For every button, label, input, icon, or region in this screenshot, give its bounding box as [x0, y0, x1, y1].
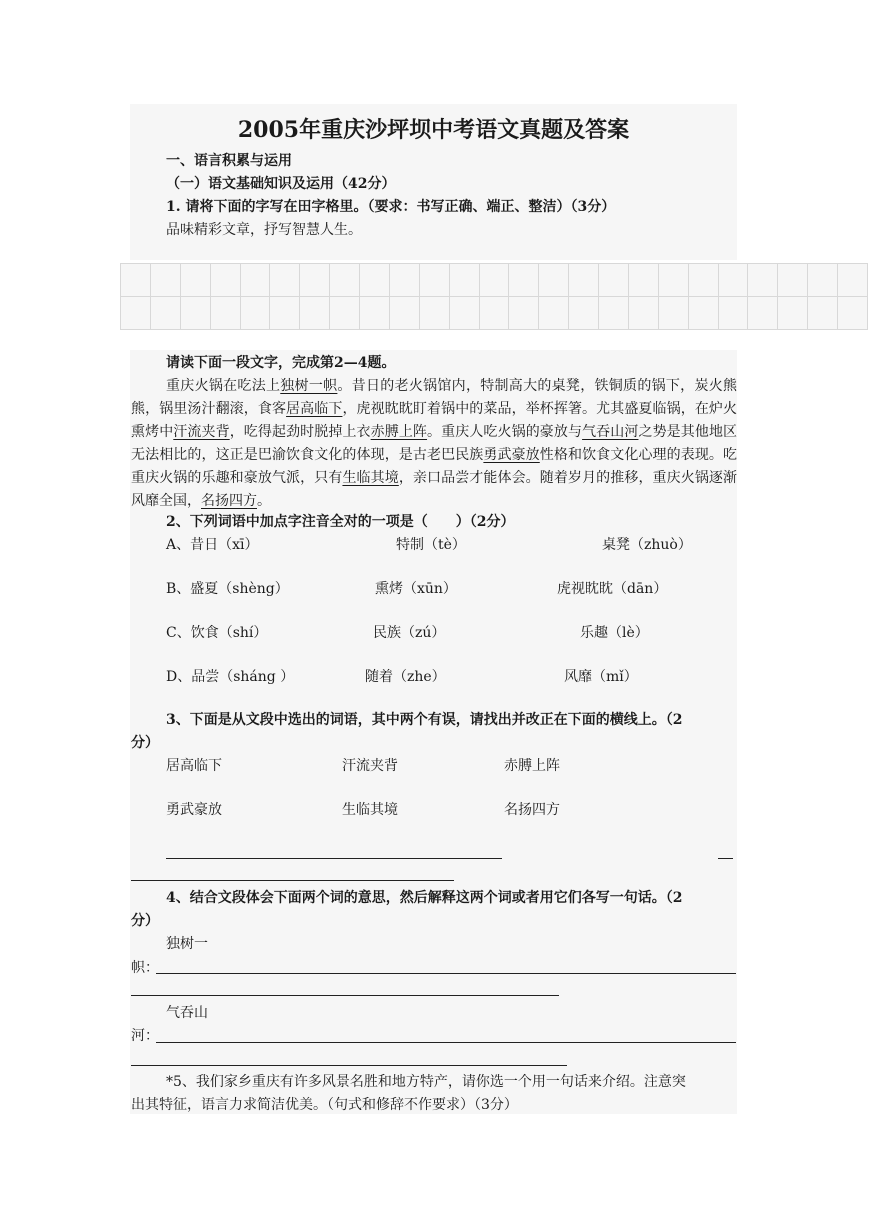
grid-cell[interactable] — [241, 297, 271, 330]
grid-cell[interactable] — [270, 264, 300, 297]
grid-cell[interactable] — [360, 297, 390, 330]
q4-word-1-end: 帜： — [131, 960, 159, 976]
grid-cell[interactable] — [569, 264, 599, 297]
option-c-item: 乐趣（lè） — [580, 625, 649, 641]
grid-cell[interactable] — [629, 264, 659, 297]
grid-row — [121, 264, 868, 297]
grid-cell[interactable] — [629, 297, 659, 330]
grid-cell[interactable] — [509, 297, 539, 330]
grid-cell[interactable] — [748, 264, 778, 297]
grid-cell[interactable] — [300, 297, 330, 330]
underlined-phrase: 名扬四方 — [201, 493, 257, 509]
grid-cell[interactable] — [181, 297, 211, 330]
passage-text: 重庆火锅在吃法上 — [166, 378, 281, 394]
q4-word-2: 气吞山 — [166, 1005, 208, 1021]
underlined-phrase: 居高临下 — [286, 401, 343, 417]
option-b-item: 虎视眈眈（dān） — [557, 581, 668, 597]
passage-text: 。 — [257, 493, 271, 509]
grid-cell[interactable] — [659, 264, 689, 297]
grid-cell[interactable] — [151, 264, 181, 297]
grid-cell[interactable] — [270, 297, 300, 330]
grid-cell[interactable] — [719, 264, 749, 297]
q3-word: 居高临下 — [166, 758, 222, 774]
q3-word: 名扬四方 — [504, 802, 560, 818]
grid-cell[interactable] — [748, 297, 778, 330]
grid-cell[interactable] — [211, 297, 241, 330]
option-a[interactable]: A、昔日（xī） — [166, 537, 259, 553]
grid-cell[interactable] — [151, 297, 181, 330]
passage-text: ，虎视眈眈盯着锅中的菜品，举杯挥箸。尤其盛夏临锅，在炉火熏烤中 — [131, 401, 738, 440]
grid-cell[interactable] — [121, 264, 151, 297]
question-1-text: 品味精彩文章，抒写智慧人生。 — [166, 222, 362, 238]
answer-line[interactable] — [166, 858, 502, 859]
grid-cell[interactable] — [808, 264, 838, 297]
reading-instructions: 请读下面一段文字，完成第2—4题。 — [166, 355, 396, 371]
q3-word: 赤膊上阵 — [504, 758, 560, 774]
grid-cell[interactable] — [778, 264, 808, 297]
grid-row — [121, 297, 868, 330]
grid-cell[interactable] — [599, 264, 629, 297]
grid-cell[interactable] — [300, 264, 330, 297]
grid-cell[interactable] — [480, 264, 510, 297]
grid-cell[interactable] — [689, 264, 719, 297]
grid-cell[interactable] — [509, 264, 539, 297]
grid-cell[interactable] — [450, 264, 480, 297]
passage-text: ，亲口品尝才能体会。随着岁月的推移，重庆火锅逐渐风靡全国， — [131, 470, 738, 509]
grid-cell[interactable] — [241, 264, 271, 297]
grid-cell[interactable] — [480, 297, 510, 330]
option-c[interactable]: C、饮食（shí） — [166, 625, 268, 641]
option-b-item: 熏烤（xūn） — [375, 581, 457, 597]
q4-word-1: 独树一 — [166, 936, 208, 952]
question-3-prompt: 3、下面是从文段中选出的词语，其中两个有误，请找出并改正在下面的横线上。（2 — [166, 712, 683, 728]
question-1-prompt: 1. 请将下面的字写在田字格里。（要求：书写正确、端正、整洁）（3分） — [166, 199, 616, 215]
grid-cell[interactable] — [838, 264, 868, 297]
answer-line[interactable] — [156, 973, 736, 974]
section-heading: 一、语言积累与运用 — [166, 153, 292, 169]
q4-word-2-end: 河： — [131, 1028, 159, 1044]
grid-cell[interactable] — [420, 264, 450, 297]
grid-cell[interactable] — [599, 297, 629, 330]
option-c-item: 民族（zú） — [373, 625, 446, 641]
page-title: 2005年重庆沙坪坝中考语文真题及答案 — [237, 117, 630, 143]
grid-cell[interactable] — [450, 297, 480, 330]
question-3-prompt-cont: 分） — [131, 735, 159, 751]
grid-cell[interactable] — [778, 297, 808, 330]
subsection-heading: （一）语文基础知识及运用（42分） — [166, 176, 396, 192]
grid-cell[interactable] — [121, 297, 151, 330]
answer-line[interactable] — [131, 995, 559, 996]
answer-line[interactable] — [156, 1042, 736, 1043]
underlined-phrase: 勇武豪放 — [483, 447, 540, 463]
question-5-prompt-cont: 出其特征，语言力求简洁优美。（句式和修辞不作要求）（3分） — [131, 1097, 518, 1113]
grid-cell[interactable] — [838, 297, 868, 330]
option-d-item: 随着（zhe） — [365, 669, 446, 685]
grid-cell[interactable] — [808, 297, 838, 330]
passage-text: 之势是其他地区无法相比的，这正是巴渝饮食文化的体现，是古老巴民族 — [131, 424, 738, 463]
underlined-phrase: 汗流夹背 — [173, 424, 230, 440]
q3-word: 汗流夹背 — [342, 758, 398, 774]
question-2-prompt: 2、下列词语中加点字注音全对的一项是（ ）（2分） — [166, 514, 515, 530]
grid-cell[interactable] — [181, 264, 211, 297]
grid-cell[interactable] — [211, 264, 241, 297]
option-d-item: 风靡（mǐ） — [564, 669, 638, 685]
grid-cell[interactable] — [390, 297, 420, 330]
question-4-prompt: 4、结合文段体会下面两个词的意思，然后解释这两个词或者用它们各写一句话。（2 — [166, 890, 683, 906]
grid-cell[interactable] — [569, 297, 599, 330]
passage-text: 性格和饮食文化心理的表现。吃重庆火锅的乐趣和豪放气派，只有 — [131, 447, 738, 486]
grid-cell[interactable] — [360, 264, 390, 297]
grid-cell[interactable] — [539, 297, 569, 330]
passage-text: 。重庆人吃火锅的豪放与 — [427, 424, 583, 440]
underlined-phrase: 生临其境 — [342, 470, 399, 486]
option-d[interactable]: D、品尝（sháng ） — [166, 669, 295, 685]
grid-cell[interactable] — [539, 264, 569, 297]
grid-cell[interactable] — [390, 264, 420, 297]
writing-grid[interactable] — [120, 263, 868, 330]
answer-line[interactable] — [718, 858, 733, 859]
answer-line[interactable] — [131, 1065, 567, 1066]
grid-cell[interactable] — [330, 264, 360, 297]
q3-word: 生临其境 — [342, 802, 398, 818]
passage-text: 。昔日的老火锅馆内，特制高大的桌凳，铁铜质的锅下，炭火熊熊，锅里汤汁翻滚，食客 — [131, 378, 738, 417]
option-a-item: 桌凳（zhuò） — [602, 537, 692, 553]
grid-cell[interactable] — [659, 297, 689, 330]
option-b[interactable]: B、盛夏（shèng） — [166, 581, 289, 597]
question-5-prompt: *5、我们家乡重庆有许多风景名胜和地方特产，请你选一个用一句话来介绍。注意突 — [166, 1074, 686, 1090]
grid-cell[interactable] — [689, 297, 719, 330]
q3-word: 勇武豪放 — [166, 802, 222, 818]
underlined-phrase: 赤膊上阵 — [370, 424, 428, 440]
grid-cell[interactable] — [719, 297, 749, 330]
underlined-phrase: 气吞山河 — [582, 424, 639, 440]
question-4-prompt-cont: 分） — [131, 913, 159, 929]
reading-passage — [131, 375, 737, 513]
answer-line[interactable] — [131, 880, 454, 881]
passage-text: ，吃得起劲时脱掉上衣 — [229, 424, 371, 440]
underlined-phrase: 独树一帜 — [280, 378, 338, 394]
grid-cell[interactable] — [330, 297, 360, 330]
grid-cell[interactable] — [420, 297, 450, 330]
option-a-item: 特制（tè） — [396, 537, 466, 553]
